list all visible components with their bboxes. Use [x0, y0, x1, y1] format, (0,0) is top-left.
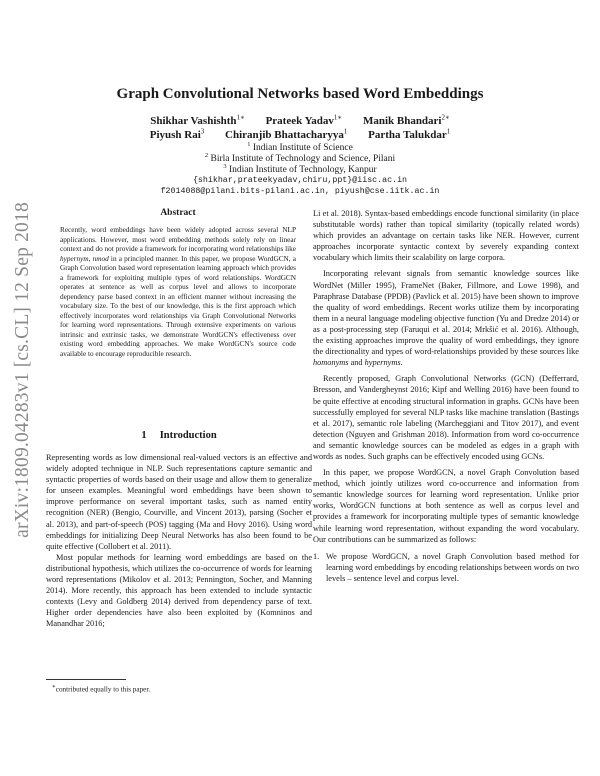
affiliation-sup: 3: [223, 163, 227, 170]
affiliation-sup: 1: [247, 141, 251, 148]
body-text: and: [348, 358, 365, 368]
author-name: Piyush Rai: [149, 128, 201, 141]
abstract-emphasis: nmod: [92, 254, 109, 263]
footnote-text: contributed equally to this paper.: [55, 685, 151, 694]
body-text: Incorporating relevant signals from semantic knowledge sources like WordNet (Miller 1995), FrameNet (Baker, Fillmore, and Lowe 1998), and Paraphrase Database (PPDB) (Pavlick et al. 2015) have been shown to improve the quality of word embeddings. Recent works utilize them by incorporating them in a neural language modeling objective function (Yu and Dredze 2014) or as a post-processing step (Faruqui et al. 2014; Mrkšić et al. 2016). Although, the existing approaches improve the quality of word embeddings, they ignore the directionality and types of word-relationships provided by these sources like: [313, 269, 579, 357]
author-name: Prateek Yadav: [265, 114, 334, 127]
author-emails: f2014088@pilani.bits-pilani.ac.in, piyush@cse.iitk.ac.in: [160, 187, 440, 196]
body-emphasis: hypernyms: [364, 358, 401, 368]
author: [368, 129, 450, 141]
body-paragraph: Recently proposed, Graph Convolutional Networks (GCN) (Defferrard, Bresson, and Vandergheynst 2016; Kipf and Welling 2016) have been found to be quite effective at encoding structural information in graphs. GCNs have been successfully employed for several NLP tasks like machine translation (Bastings et al. 2017), semantic role labeling (Marcheggiani and Titov 2017), and event detection (Nguyen and Grishman 2018). Information from word co-occurrence and semantic knowledge sources can be modeled as edges in a graph with words as nodes. Such graphs can be effectively encoded using GCNs.: [313, 374, 579, 461]
left-column-body: [46, 452, 312, 630]
body-paragraph: In this paper, we propose WordGCN, a novel Graph Convolution based method, which jointly utilizes word co-occurrence and information from semantic knowledge sources for learning word representation. Unlike prior works, WordGCN functions at both sentence as well as corpus level and provides a framework for incorporating multiple types of semantic knowledge while learning word representation, without expanding the word vocabulary. Our contributions can be summarized as follows:: [313, 468, 579, 544]
author-row-2: [0, 127, 600, 141]
section-heading: 1 Introduction: [141, 430, 217, 441]
affiliation-text: Birla Institute of Technology and Science, Pilani: [210, 154, 396, 165]
author-sup: 2∗: [441, 113, 450, 121]
arxiv-stamp: [8, 160, 38, 580]
footnote: [52, 684, 150, 693]
author-emails: {shikhar,prateekyadav,chiru,ppt}@iisc.ac.in: [192, 176, 408, 185]
right-column-body: [313, 208, 579, 584]
abstract-text: ,: [88, 254, 93, 263]
body-paragraph: Representing words as low dimensional real-valued vectors is an effective and widely adopted technique in NLP. Such representations capture semantic and syntactic properties of words based on their usage and allow them to generalize for unseen examples. Meaningful word embeddings have been shown to improve performance on several important tasks, such as named entity recognition (NER) (Bengio, Courville, and Vincent 2013), parsing (Socher et al. 2013), and part-of-speech (POS) tagging (Ma and Hovy 2016). Using word embeddings for initializing Deep Neural Networks has also been found to be quite effective (Collobert et al. 2011).: [46, 453, 312, 551]
affiliation: [0, 163, 600, 175]
arxiv-stamp-text: arXiv:1809.04283v1 [cs.CL] 12 Sep 2018: [12, 202, 33, 538]
author-sup: 1: [446, 127, 451, 135]
author-name: Shikhar Vashishth: [150, 114, 237, 127]
author-sup: 1∗: [236, 113, 245, 121]
body-paragraph: Li et al. 2018). Syntax-based embeddings encode functional similarity (in place substitutable words) rather than topical similarity (topically related words) which provides an advantage on certain tasks like NER. However, current approaches incorporate syntactic context by severely expanding context vocabulary which limits their scalability on large corpora.: [313, 209, 579, 263]
footnote-mark: ∗: [52, 684, 56, 690]
author-name: Chiranjib Bhattacharyya: [225, 128, 344, 141]
footnote-rule: [46, 679, 126, 680]
paper-title: Graph Convolutional Networks based Word Embeddings: [116, 86, 484, 102]
body-paragraph: Most popular methods for learning word embeddings are based on the distributional hypothesis, which utilizes the co-occurrence of words for learning word representations (Mikolov et al. 2013; Pennington, Socher, and Manning 2014). More recently, this approach has been extended to include syntactic contexts (Levy and Goldberg 2014) derived from dependency parse of text. Higher order dependencies have also been exploited by (Komninos and Manandhar 2016;: [46, 552, 312, 629]
author: [225, 129, 347, 141]
abstract-text: Recently, word embeddings have been widely adopted across several NLP applications. However, most word embedding methods solely rely on linear context and do not provide a framework for incorporating word relationships like: [60, 226, 296, 253]
author: [150, 129, 205, 141]
author-sup: 3: [200, 127, 205, 135]
author-sup: 1: [343, 127, 348, 135]
author: [150, 115, 245, 127]
abstract-heading: Abstract: [160, 208, 196, 218]
body-emphasis: homonyms: [313, 358, 349, 368]
author-name: Manik Bhandari: [362, 114, 442, 127]
author-sup: 1∗: [333, 113, 343, 121]
contribution-item: [313, 551, 579, 584]
abstract-text: in a principled manner. In this paper, we propose WordGCN, a Graph Convolution based word representation learning approach which provides a framework for exploiting multiple types of word relationships. WordGCN operates at sentence as well as corpus level and allows to incorporate dependency parse based context in an efficient manner without increasing the vocabulary size. To the best of our knowledge, this is the first approach which effectively incorporates word relationships via Graph Convolutional Networks for learning word representations. Through extensive experiments on various intrinsic and extrinsic tasks, we demonstrate WordGCN's effectiveness over existing word embedding approaches. We make WordGCN's source code available to encourage reproducible research.: [60, 254, 296, 358]
abstract-emphasis: hypernym: [60, 254, 89, 263]
body-text: .: [400, 358, 403, 368]
affiliation-text: Indian Institute of Science: [252, 143, 353, 154]
contribution-text: We propose WordGCN, a novel Graph Convolution based method for learning word embeddings by encoding relationships between words on two levels – sentence level and corpus level.: [326, 551, 579, 583]
affiliation-text: Indian Institute of Technology, Kanpur: [229, 165, 377, 176]
affiliation-sup: 2: [204, 152, 209, 159]
author: [266, 115, 343, 127]
body-paragraph: [313, 268, 579, 368]
abstract-paragraph: [60, 226, 296, 359]
contribution-number: 1.: [313, 551, 320, 561]
author-name: Partha Talukdar: [368, 128, 447, 141]
abstract-body: [60, 226, 296, 359]
author-row-1: [0, 113, 600, 127]
author: [363, 115, 450, 127]
